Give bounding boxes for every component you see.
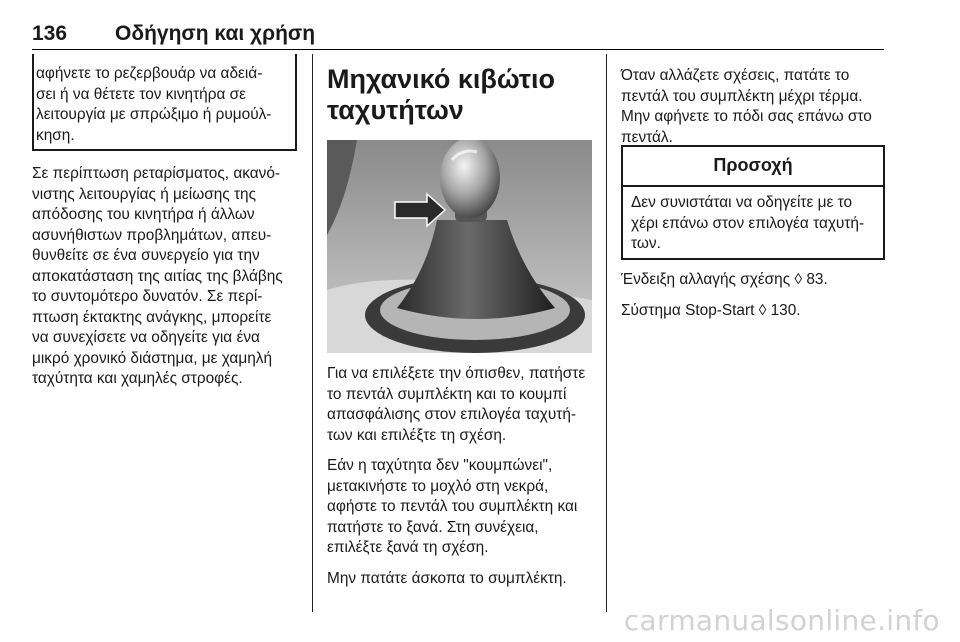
text-line: το συντομότερο δυνατόν. Σε περί- [32, 288, 263, 305]
middle-text [327, 364, 602, 599]
page-title: Οδήγηση και χρήση [115, 22, 316, 45]
paragraph [327, 364, 602, 446]
text-line: αφήστε το πεντάλ του συμπλέκτη και [327, 498, 578, 515]
text-line: απασφάλισης στον επιλογέα ταχυτή- [327, 406, 577, 423]
text-line: πεντάλ του συμπλέκτη μέχρι τέρμα. [621, 87, 863, 105]
text-line: Σε περίπτωση ρεταρίσματος, ακανό- [32, 165, 281, 182]
text-line: χέρι επάνω στον επιλογέα ταχυτή- [631, 214, 865, 232]
header-rule [32, 49, 884, 50]
paragraph [327, 569, 602, 590]
page-number: 136 [32, 22, 68, 45]
paragraph [327, 456, 602, 559]
reference-link[interactable] [621, 301, 896, 322]
note-line: κηση. [36, 126, 75, 144]
caution-box [621, 145, 885, 260]
text-line: θυνθείτε σε ένα συνεργείο για την [32, 247, 260, 264]
heading-line: ταχυτήτων [327, 95, 464, 125]
left-paragraph [32, 164, 307, 390]
text-line: των και επιλέξτε τη σχέση. [327, 426, 507, 444]
page-header [32, 22, 884, 52]
text-line: πατήστε το ξανά. Στη συνέχεια, [327, 518, 539, 536]
section-heading [327, 64, 597, 126]
text-line: επιλέξτε ξανά τη σχέση. [327, 539, 489, 556]
reference-text: Ένδειξη αλλαγής σχέσης [621, 271, 791, 288]
page-ref-arrow-icon: ◊ [758, 301, 767, 319]
text-line: μετακινήστε το μοχλό στη νεκρά, [327, 477, 549, 495]
heading-line: Μηχανικό κιβώτιο [327, 64, 555, 94]
reference-text: Σύστημα Stop-Start [621, 301, 755, 319]
column-divider-1 [312, 54, 313, 612]
reference-page: 83. [806, 271, 828, 288]
text-line: των. [631, 235, 661, 252]
text-line: νιστης λειτουργίας ή μείωσης της [32, 185, 257, 203]
text-line: ασυνήθιστων προβλημάτων, απευ- [32, 226, 272, 244]
text-line: απόδοσης του κινητήρα ή άλλων [32, 206, 255, 223]
text-line: Εάν η ταχύτητα δεν "κουμπώνει", [327, 457, 553, 474]
gear-shifter-photo [327, 140, 592, 353]
text-line: ταχύτητα και χαμηλές στροφές. [32, 370, 243, 387]
text-line: να συνεχίσετε να οδηγείτε για ένα [32, 329, 260, 346]
text-line: το πεντάλ συμπλέκτη και το κουμπί [327, 385, 567, 403]
cross-references [621, 270, 896, 331]
note-line: λειτουργία με σπρώξιμο ή ρυμούλ- [36, 106, 272, 123]
text-line: Δεν συνιστάται να οδηγείτε με το [631, 194, 853, 211]
caution-title: Προσοχή [623, 147, 883, 187]
reference-page: 130. [770, 301, 801, 319]
text-line: αποκατάσταση της αιτίας της βλάβης [32, 267, 283, 285]
right-intro [621, 66, 896, 148]
text-line: μικρό χρονικό διάστημα, με χαμηλή [32, 349, 273, 367]
reference-link[interactable] [621, 270, 896, 291]
text-line: Όταν αλλάζετε σχέσεις, πατάτε το [621, 67, 850, 84]
text-line: πτωση έκτακτης ανάγκης, μπορείτε [32, 308, 272, 326]
text-line: Μην πατάτε άσκοπα το συμπλέκτη. [327, 569, 567, 587]
text-line: Για να επιλέξετε την όπισθεν, πατήστε [327, 365, 586, 382]
text-line: πεντάλ. [621, 128, 673, 146]
page-ref-arrow-icon: ◊ [794, 271, 803, 288]
note-line: αφήνετε το ρεζερβουάρ να αδειά- [36, 65, 263, 82]
note-box [32, 54, 297, 151]
text-line: Μην αφήνετε το πόδι σας επάνω στο [621, 108, 872, 125]
watermark: carmanualsonline.info [623, 604, 940, 637]
caution-body [623, 187, 883, 255]
note-line: σει ή να θέτετε τον κινητήρα σε [36, 85, 247, 103]
column-divider-2 [606, 54, 607, 612]
